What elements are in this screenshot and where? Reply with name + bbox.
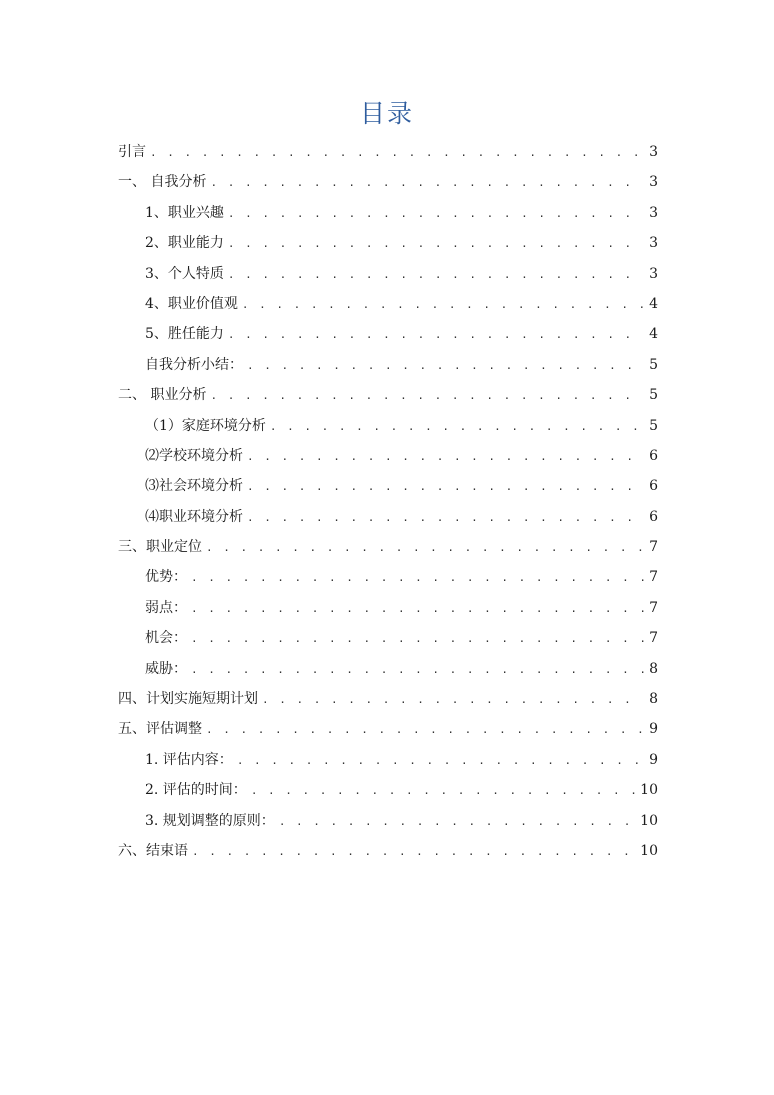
toc-entry[interactable]: [118, 441, 658, 471]
toc-entry-label: （1）家庭环境分析: [145, 417, 266, 434]
page-title: 目录: [359, 99, 414, 128]
toc-entry-page-number: 8: [649, 660, 658, 677]
toc-entry-label: 1、职业兴趣: [145, 204, 224, 221]
toc-dot-leader: [262, 685, 644, 715]
toc-entry[interactable]: [118, 380, 658, 410]
toc-entry[interactable]: [118, 654, 658, 684]
toc-dot-leader: [247, 503, 644, 533]
toc-entry-page-number: 9: [649, 721, 658, 738]
toc-entry[interactable]: [118, 289, 658, 319]
toc-entry-label: 5、胜任能力: [145, 326, 224, 343]
toc-entry-label: 自我分析小结：: [145, 356, 243, 373]
toc-entry[interactable]: [118, 228, 658, 258]
toc-entry-page-number: 5: [649, 417, 658, 434]
toc-entry[interactable]: [118, 471, 658, 501]
toc-dot-leader: [228, 199, 644, 229]
toc-entry-label: 1. 评估内容：: [145, 751, 233, 768]
toc-entry-page-number: 8: [649, 691, 658, 708]
toc-entry[interactable]: [118, 198, 658, 228]
toc-entry-page-number: 3: [649, 204, 658, 221]
toc-entry-label: ⑷职业环境分析: [145, 508, 243, 525]
toc-entry[interactable]: [118, 806, 658, 836]
toc-entry[interactable]: [118, 319, 658, 349]
toc-entry[interactable]: [118, 259, 658, 289]
toc-entry[interactable]: [118, 836, 658, 866]
toc-dot-leader: [228, 260, 644, 290]
toc-entry-label: 六、结束语: [118, 842, 188, 859]
toc-entry-label: 威胁：: [145, 660, 187, 677]
toc-dot-leader: [247, 351, 644, 381]
toc-entry-page-number: 3: [649, 235, 658, 252]
toc-entry-label: ⑵学校环境分析: [145, 447, 243, 464]
toc-entry-label: 三、职业定位: [118, 539, 202, 556]
toc-entry-label: 四、计划实施短期计划: [118, 691, 258, 708]
toc-entry-page-number: 4: [649, 326, 658, 343]
toc-entry-label: 引言: [118, 144, 146, 160]
toc-entry-label: ⑶社会环境分析: [145, 478, 243, 495]
toc-entry[interactable]: [118, 775, 658, 805]
toc-entry-page-number: 7: [649, 630, 658, 647]
toc-entry-label: 3. 规划调整的原则：: [145, 812, 275, 829]
toc-dot-leader: [191, 624, 644, 654]
toc-entry-page-number: 10: [640, 782, 658, 799]
toc-dot-leader: [191, 655, 644, 685]
toc-dot-leader: [191, 594, 644, 624]
toc-entry[interactable]: [118, 532, 658, 562]
toc-entry-page-number: 7: [649, 569, 658, 586]
toc-entry-label: 4、职业价值观: [145, 295, 238, 312]
toc-dot-leader: [247, 472, 644, 502]
toc-entry[interactable]: [118, 714, 658, 744]
toc-dot-leader: [228, 320, 644, 350]
toc-entry-page-number: 5: [649, 356, 658, 373]
toc-entry-label: 二、 职业分析: [118, 387, 207, 404]
toc-entry[interactable]: [118, 623, 658, 653]
toc-dot-leader: [210, 168, 644, 198]
toc-dot-leader: [237, 746, 644, 776]
toc-dot-leader: [270, 412, 644, 442]
toc-dot-leader: [192, 837, 636, 867]
toc-entry-page-number: 6: [649, 508, 658, 525]
toc-entry-page-number: 3: [649, 265, 658, 282]
toc-entry-page-number: 6: [649, 447, 658, 464]
toc-dot-leader: [191, 563, 644, 593]
toc-entry-label: 五、评估调整: [118, 721, 202, 738]
toc-dot-leader: [242, 290, 644, 320]
toc-entry-label: 弱点：: [145, 599, 187, 616]
toc-entry-label: 一、 自我分析: [118, 174, 207, 191]
toc-entry-label: 优势：: [145, 569, 187, 586]
toc-entry-label: 2、职业能力: [145, 235, 224, 252]
toc-entry-page-number: 10: [640, 842, 658, 859]
toc-dot-leader: [206, 533, 644, 563]
toc-entry[interactable]: [118, 562, 658, 592]
toc-entry-page-number: 5: [649, 387, 658, 404]
toc-entry-label: 3、个人特质: [145, 265, 224, 282]
table-of-contents: [118, 137, 658, 866]
toc-entry-page-number: 7: [649, 539, 658, 556]
toc-entry-page-number: 6: [649, 478, 658, 495]
toc-entry[interactable]: [118, 350, 658, 380]
toc-entry-label: 2. 评估的时间：: [145, 782, 247, 799]
toc-dot-leader: [247, 442, 644, 472]
toc-entry-page-number: 9: [649, 751, 658, 768]
toc-dot-leader: [228, 229, 644, 259]
toc-dot-leader: [279, 807, 636, 837]
toc-dot-leader: [150, 138, 644, 168]
toc-entry[interactable]: [118, 411, 658, 441]
toc-entry[interactable]: [118, 745, 658, 775]
toc-entry-page-number: 4: [649, 295, 658, 312]
toc-entry-label: 机会：: [145, 630, 187, 647]
toc-entry-page-number: 7: [649, 599, 658, 616]
toc-entry[interactable]: [118, 593, 658, 623]
toc-entry[interactable]: [118, 167, 658, 197]
toc-entry[interactable]: [118, 684, 658, 714]
toc-entry[interactable]: [118, 137, 658, 167]
toc-entry[interactable]: [118, 502, 658, 532]
toc-dot-leader: [251, 776, 636, 806]
toc-entry-page-number: 3: [649, 144, 658, 160]
toc-dot-leader: [210, 381, 644, 411]
toc-entry-page-number: 10: [640, 812, 658, 829]
toc-dot-leader: [206, 715, 644, 745]
toc-entry-page-number: 3: [649, 174, 658, 191]
